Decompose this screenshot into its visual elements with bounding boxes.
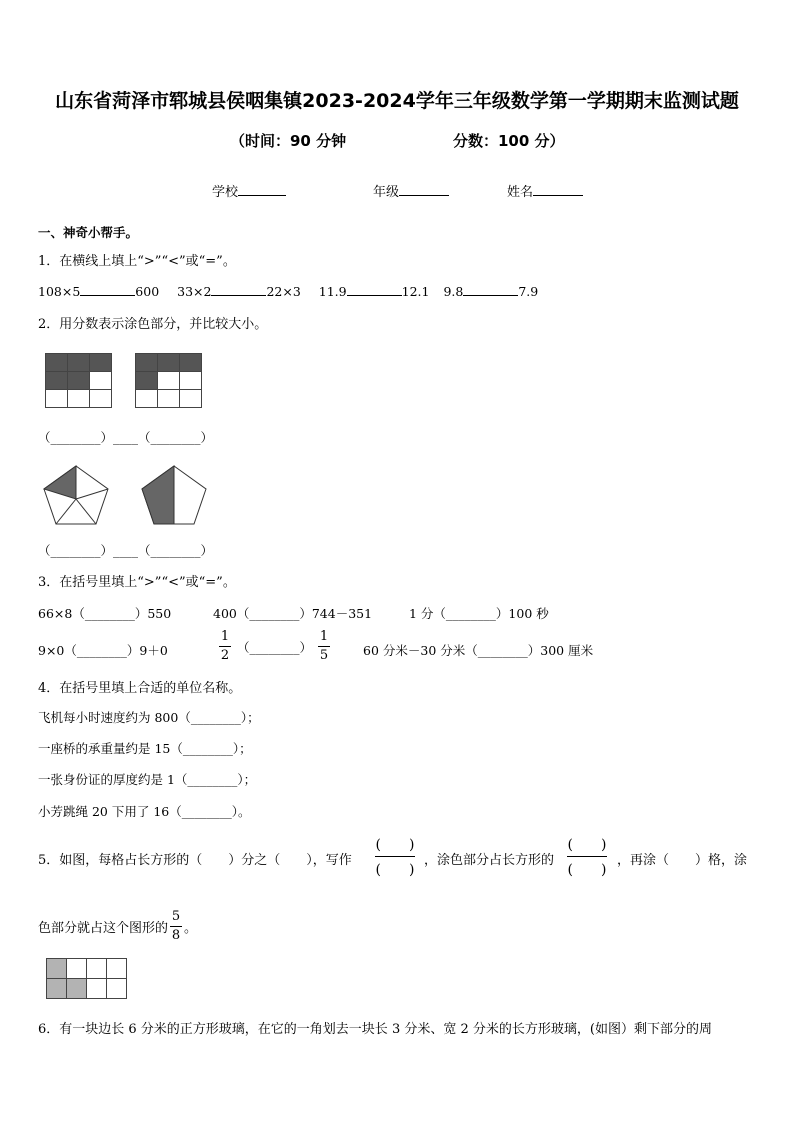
question-2-text: 2．用分数表示涂色部分，并比较大小。 xyxy=(38,317,268,332)
question-1-text: 1．在横线上填上“>”“<”或“=”。 xyxy=(38,254,236,269)
q5-fraction-blank-1[interactable]: ( ) ( ) xyxy=(375,837,415,878)
q3-item[interactable]: 400（________）744－351 xyxy=(213,606,373,621)
page-title: 山东省菏泽市郓城县侯咽集镇2023-2024学年三年级数学第一学期期末监测试题 xyxy=(55,90,739,112)
section-heading: 一、神奇小帮手。 xyxy=(38,225,139,240)
q1-blank[interactable] xyxy=(463,283,518,296)
name-label: 姓名 xyxy=(507,185,534,200)
school-field[interactable] xyxy=(212,181,286,200)
q4-item[interactable]: 一张身份证的厚度约是 1（________）； xyxy=(38,772,257,787)
grid-figure-left xyxy=(45,353,112,408)
pentagon-divided-five xyxy=(40,462,112,526)
q3-item[interactable]: 1 分（________）100 秒 xyxy=(409,606,549,621)
q4-item[interactable]: 飞机每小时速度约为 800（________）； xyxy=(38,710,260,725)
name-field[interactable] xyxy=(507,181,583,200)
q1-expr: 33×2 xyxy=(177,284,212,299)
q1-expr: 12.1 xyxy=(401,284,430,299)
q1-expr: 600 xyxy=(135,284,160,299)
question-6-text: 6．有一块边长 6 分米的正方形玻璃，在它的一角划去一块长 3 分米、宽 2 分米的长方形玻璃，(如图）剩下部分的周 xyxy=(38,1022,712,1037)
q1-blank[interactable] xyxy=(80,283,135,296)
grade-field[interactable] xyxy=(373,181,449,200)
fraction-one-fifth: $\frac{1}{5}$ xyxy=(319,629,329,663)
q3-item[interactable]: 9×0（________）9＋0 xyxy=(38,643,168,658)
exam-time: （时间：90 分钟 xyxy=(230,132,347,150)
q3-blank[interactable]: （________） xyxy=(237,639,313,655)
q3-item[interactable]: 66×8（________）550 xyxy=(38,606,172,621)
q3-fraction-compare[interactable] xyxy=(219,630,330,663)
fraction-one-half: $\frac{1}{2}$ xyxy=(220,629,230,663)
question-1-items xyxy=(38,283,538,299)
question-4-text: 4．在括号里填上合适的单位名称。 xyxy=(38,681,242,696)
question-2-answer-row-2[interactable]: （________）____（________） xyxy=(38,543,214,558)
question-3-text: 3．在括号里填上“>”“<”或“=”。 xyxy=(38,575,236,590)
q5-fraction-blank-2[interactable]: ( ) ( ) xyxy=(567,837,607,878)
question-5-line2: 色部分就占这个图形的 $\frac{5}{8}$ 。 xyxy=(38,909,198,943)
pentagon-divided-two xyxy=(138,462,210,526)
q1-blank[interactable] xyxy=(211,283,266,296)
q1-expr: 9.8 xyxy=(443,284,464,299)
q1-expr: 22×3 xyxy=(266,284,301,299)
grade-label: 年级 xyxy=(373,185,400,200)
question-2-answer-row-1[interactable]: （________）____（________） xyxy=(38,430,214,445)
q1-blank[interactable] xyxy=(347,283,402,296)
q3-item[interactable]: 60 分米－30 分米（________）300 厘米 xyxy=(363,643,594,658)
grid-figure-right xyxy=(135,353,202,408)
rectangle-grid-figure xyxy=(46,958,127,999)
q4-item[interactable]: 小芳跳绳 20 下用了 16（________）。 xyxy=(38,804,251,819)
question-5-part3: ，再涂（ ）格，涂 xyxy=(617,853,748,868)
fraction-five-eighths: $\frac{5}{8}$ xyxy=(171,909,181,943)
question-5-part2: ，涂色部分占长方形的 xyxy=(424,853,555,868)
school-label: 学校 xyxy=(212,185,239,200)
q1-expr: 7.9 xyxy=(518,284,539,299)
q1-expr: 11.9 xyxy=(318,284,347,299)
exam-score: 分数：100 分） xyxy=(453,132,565,150)
question-5-part1: 5．如图，每格占长方形的（ ）分之（ ），写作 xyxy=(38,853,352,868)
q1-expr: 108×5 xyxy=(38,284,81,299)
q4-item[interactable]: 一座桥的承重量约是 15（________）； xyxy=(38,741,252,756)
